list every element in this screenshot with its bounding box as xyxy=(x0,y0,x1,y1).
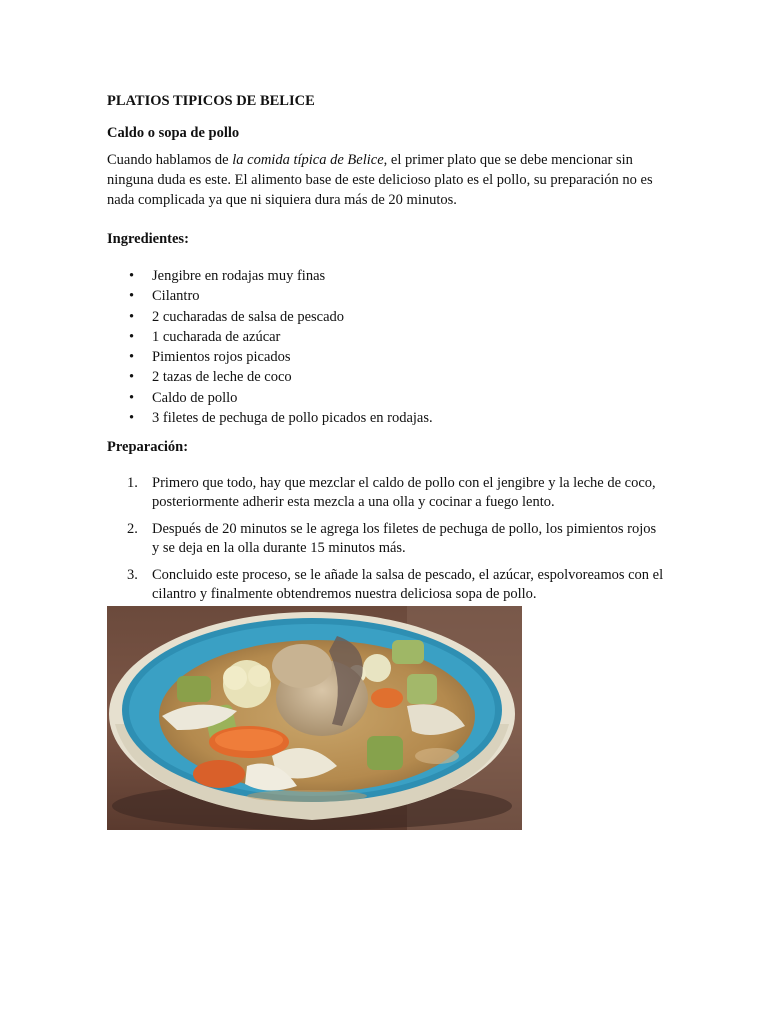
section-title: Caldo o sopa de pollo xyxy=(107,125,240,141)
list-item xyxy=(107,347,667,367)
ingredients-list xyxy=(107,266,667,428)
preparation-steps xyxy=(107,474,667,604)
step-item xyxy=(107,520,667,558)
ingredient-text: 1 cucharada de azúcar xyxy=(152,328,281,345)
step-item xyxy=(107,566,667,604)
ingredients-heading: Ingredientes: xyxy=(107,231,189,247)
step-number: 2. xyxy=(127,521,138,538)
ingredient-text: Pimientos rojos picados xyxy=(152,349,291,366)
intro-text-start: Cuando hablamos de xyxy=(107,152,233,168)
ingredient-text: 3 filetes de pechuga de pollo picados en rodajas. xyxy=(152,410,433,427)
intro-italic-phrase: la comida típica de Belice xyxy=(232,152,384,168)
soup-photo xyxy=(107,606,522,830)
step-text: Concluido este proceso, se le añade la salsa de pescado, el azúcar, espolvoreamos con el cilantro y finalmente obtendremos nuestra deliciosa sopa de pollo. xyxy=(152,567,664,603)
list-item xyxy=(107,266,667,286)
list-item xyxy=(107,307,667,327)
list-item xyxy=(107,408,667,428)
ingredient-text: Jengibre en rodajas muy finas xyxy=(152,268,326,284)
ingredient-text: 2 tazas de leche de coco xyxy=(152,369,292,386)
preparation-heading: Preparación: xyxy=(107,439,189,456)
list-item xyxy=(107,327,667,347)
document-page xyxy=(107,92,667,612)
bullet-icon: • xyxy=(129,410,135,427)
intro-text-end: , el primer plato que se debe mencionar sin ninguna duda es este. El alimento base de este delicioso plato es el pollo, su preparación no es nada complicada ya que ni siquiera dura más de 20 minutos. xyxy=(107,152,653,208)
list-item xyxy=(107,388,667,408)
soup-bowl-illustration xyxy=(107,606,522,830)
bullet-icon: • xyxy=(129,308,135,325)
step-number: 1. xyxy=(127,475,138,492)
step-number: 3. xyxy=(127,567,138,584)
list-item xyxy=(107,367,667,387)
bullet-icon: • xyxy=(129,288,135,305)
list-item xyxy=(107,286,667,306)
ingredient-text: 2 cucharadas de salsa de pescado xyxy=(152,308,345,325)
ingredient-text: Caldo de pollo xyxy=(152,389,238,406)
document-title: PLATIOS TIPICOS DE BELICE xyxy=(107,93,315,109)
bullet-icon: • xyxy=(129,328,135,345)
bullet-icon: • xyxy=(129,369,135,386)
bullet-icon: • xyxy=(129,349,135,366)
step-text: Primero que todo, hay que mezclar el caldo de pollo con el jengibre y la leche de coco, posteriormente adherir esta mezcla a una olla y cocinar a fuego lento. xyxy=(152,475,656,511)
step-text: Después de 20 minutos se le agrega los filetes de pechuga de pollo, los pimientos rojos y se deja en la olla durante 15 minutos más. xyxy=(152,521,657,557)
ingredient-text: Cilantro xyxy=(152,288,200,305)
intro-paragraph xyxy=(107,150,667,210)
step-item xyxy=(107,474,667,512)
bullet-icon: • xyxy=(129,268,135,284)
bullet-icon: • xyxy=(129,389,135,406)
